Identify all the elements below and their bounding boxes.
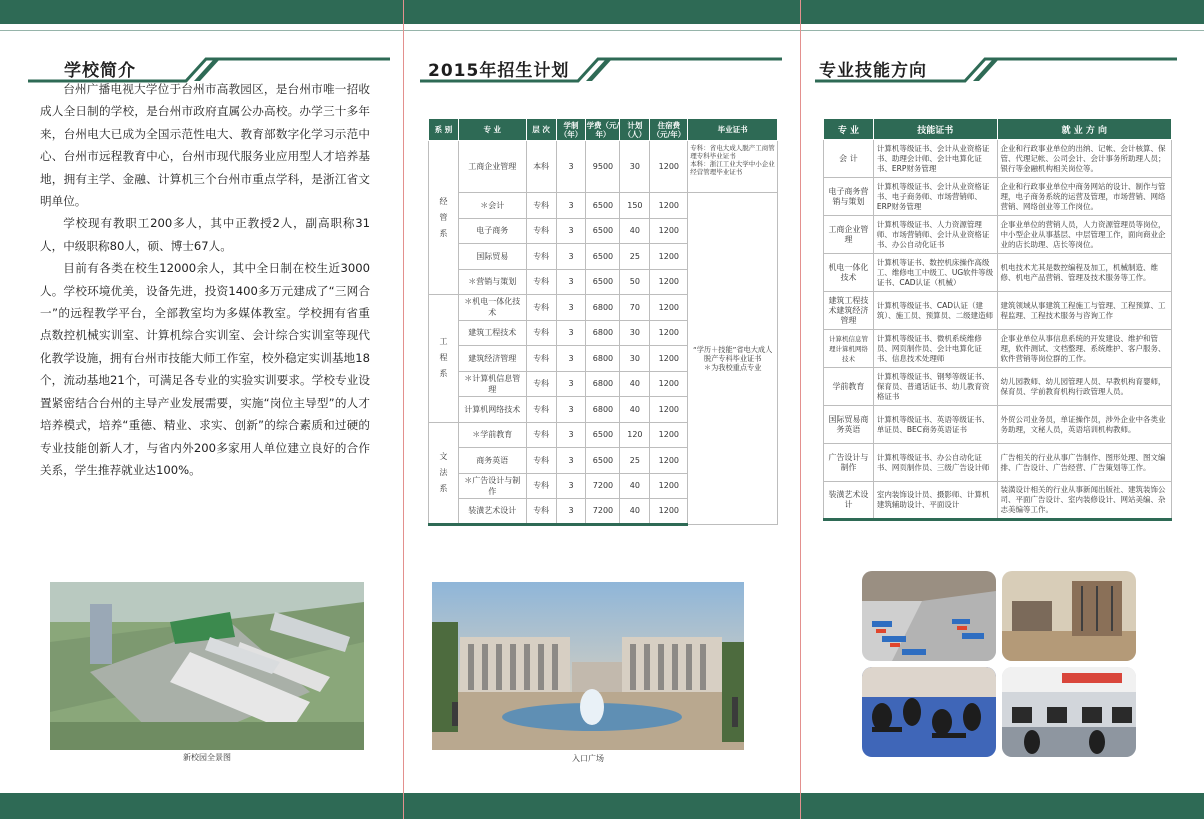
bottom-color-bar <box>0 793 1204 819</box>
quota-cell: 50 <box>620 269 650 295</box>
level-cell: 专科 <box>526 320 556 346</box>
table-row <box>824 178 1172 216</box>
dorm-fee-cell: 1200 <box>650 397 688 423</box>
quota-cell: 70 <box>620 295 650 321</box>
career-cell: 机电技术尤其是数控编程及加工，机械制造、维修、机电产品营销、管理及技术服务等工作。 <box>997 254 1171 292</box>
col-header: 层 次 <box>526 119 556 141</box>
quota-cell: 40 <box>620 218 650 244</box>
level-cell: 专科 <box>526 218 556 244</box>
photo-caption-plaza: 入口广场 <box>572 754 604 763</box>
major-cell: 计算机网络技术 <box>458 397 526 423</box>
col-header: 专 业 <box>458 119 526 141</box>
cert-cell: 计算机等级证书、CAD认证（建筑）、施工员、预算员、二级建造师 <box>873 292 997 330</box>
dorm-fee-cell: 1200 <box>650 141 688 193</box>
major-cell: 建筑工程技术 <box>458 320 526 346</box>
table-row <box>429 193 778 219</box>
skills-table <box>823 118 1172 521</box>
years-cell: 3 <box>556 499 586 525</box>
tuition-cell: 6500 <box>586 448 620 474</box>
years-cell: 3 <box>556 218 586 244</box>
table-row <box>824 216 1172 254</box>
fold-line-right <box>800 0 801 819</box>
major-cell: ＊学前教育 <box>458 422 526 448</box>
years-cell: 3 <box>556 141 586 193</box>
career-cell: 企业和行政事业单位中商务网站的设计、制作与管理，电子商务系统的运营及管理，市场营销、网络营销、网络创业等工作岗位。 <box>997 178 1171 216</box>
photo-caption-campus: 新校园全景图 <box>183 753 231 762</box>
cert-cell: 计算机等级证书、英语等级证书、单证员、BEC商务英语证书 <box>873 406 997 444</box>
tuition-cell: 6500 <box>586 244 620 270</box>
quota-cell: 40 <box>620 371 650 397</box>
tuition-cell: 7200 <box>586 473 620 499</box>
table-row <box>824 292 1172 330</box>
dorm-fee-cell: 1200 <box>650 346 688 372</box>
years-cell: 3 <box>556 422 586 448</box>
years-cell: 3 <box>556 448 586 474</box>
dept-label: 文法系 <box>439 451 448 493</box>
quota-cell: 40 <box>620 499 650 525</box>
quota-cell: 30 <box>620 141 650 193</box>
dept-cell <box>429 295 459 423</box>
dorm-fee-cell: 1200 <box>650 448 688 474</box>
level-cell: 专科 <box>526 244 556 270</box>
career-cell: 企事业单位从事信息系统的开发建设、维护和管理，软件测试、文档整理、系统维护、客户服务、软件营销等岗位群的工作。 <box>997 330 1171 368</box>
major-cell: 建筑经济管理 <box>458 346 526 372</box>
career-cell: 装潢设计相关的行业从事新闻出版社、建筑装饰公司、平面广告设计、室内装修设计、网站美编、杂志美编等工作。 <box>997 482 1171 520</box>
level-cell: 专科 <box>526 295 556 321</box>
level-cell: 专科 <box>526 448 556 474</box>
major-cell: 学前教育 <box>824 368 874 406</box>
cert-cell: 计算机等级证书、微机系统维修员、网页制作员、会计电算化证书、信息技术处理师 <box>873 330 997 368</box>
dorm-fee-cell: 1200 <box>650 371 688 397</box>
col-header: 毕业证书 <box>688 119 778 141</box>
col-header: 住宿费（元/年） <box>650 119 688 141</box>
dorm-fee-cell: 1200 <box>650 295 688 321</box>
cafeteria-photo <box>862 571 996 661</box>
dorm-fee-cell: 1200 <box>650 269 688 295</box>
top-thin-rule <box>0 30 1204 31</box>
computer-lab-photo <box>1002 667 1136 757</box>
tuition-cell: 6500 <box>586 218 620 244</box>
tuition-cell: 6500 <box>586 193 620 219</box>
campus-aerial-photo <box>50 582 364 750</box>
cert-cell: 计算机等证书、数控机床操作高级工、维修电工中级工、UG软件等级证书、CAD认证（机械） <box>873 254 997 292</box>
cert-cell: 室内装饰设计员、摄影师、计算机建筑辅助设计、平面设计 <box>873 482 997 520</box>
years-cell: 3 <box>556 269 586 295</box>
major-cell: 机电一体化技术 <box>824 254 874 292</box>
dorm-fee-cell: 1200 <box>650 218 688 244</box>
table-row <box>824 444 1172 482</box>
table-header-row <box>824 119 1172 140</box>
school-intro-text <box>40 78 370 481</box>
cert-cell: 计算机等级证书、会计从业资格证书、电子商务师、市场营销师、ERP财务管理 <box>873 178 997 216</box>
intro-paragraph: 台州广播电视大学位于台州市高教园区，是台州市唯一招收成人全日制的学校，是台州市政府直属公办高校。办学三十多年来，台州电大已成为全国示范性电大、教育部数字化学习示范中心、台州市远程教育中心，台州市现代服务业应用型人才培养基地，拥有主学、金融、计算机三个台州市重点学科，是浙江省文明单位。 <box>40 82 370 209</box>
fold-line-left <box>403 0 404 819</box>
table-row <box>824 406 1172 444</box>
level-cell: 专科 <box>526 346 556 372</box>
years-cell: 3 <box>556 346 586 372</box>
enrollment-plan-heading <box>420 55 782 85</box>
major-cell: 广告设计与制作 <box>824 444 874 482</box>
quota-cell: 40 <box>620 397 650 423</box>
major-cell: 国际贸易 <box>458 244 526 270</box>
cert-cell: 计算机等级证书、办公自动化证书、网页制作员、三级广告设计师 <box>873 444 997 482</box>
col-header: 学费（元/年） <box>586 120 620 139</box>
years-cell: 3 <box>556 473 586 499</box>
table-row <box>824 330 1172 368</box>
major-cell: 装潢艺术设计 <box>458 499 526 525</box>
dorm-fee-cell: 1200 <box>650 244 688 270</box>
dept-cell <box>429 141 459 295</box>
dorm-fee-cell: 1200 <box>650 422 688 448</box>
col-header: 就 业 方 向 <box>997 119 1171 140</box>
quota-cell: 30 <box>620 346 650 372</box>
major-cell: 会 计 <box>824 140 874 178</box>
level-cell: 专科 <box>526 473 556 499</box>
tuition-cell: 6800 <box>586 295 620 321</box>
major-cell: 工商企业管理 <box>458 141 526 193</box>
dance-class-photo <box>862 667 996 757</box>
years-cell: 3 <box>556 371 586 397</box>
level-cell: 专科 <box>526 193 556 219</box>
dorm-fee-cell: 1200 <box>650 193 688 219</box>
tuition-cell: 9500 <box>586 141 620 193</box>
dorm-fee-cell: 1200 <box>650 473 688 499</box>
dorm-fee-cell: 1200 <box>650 499 688 525</box>
col-header: 专 业 <box>824 119 874 140</box>
cert-cell: 计算机等级证书、钢琴等级证书、保育员、普通话证书、幼儿教育资格证书 <box>873 368 997 406</box>
entrance-plaza-photo <box>432 582 744 750</box>
table-row <box>824 482 1172 520</box>
major-cell: 商务英语 <box>458 448 526 474</box>
table-row <box>824 368 1172 406</box>
workshop-photo <box>1002 571 1136 661</box>
level-cell: 专科 <box>526 499 556 525</box>
level-cell: 专科 <box>526 422 556 448</box>
intro-paragraph: 目前有各类在校生12000余人，其中全日制在校生近3000人。学校环境优美，设备先进，投资1400多万元建成了“三网合一”的远程教学平台，全部教室均为多媒体教室。学校拥有省重点数控机械实训室、计算机综合实训室、会计综合实训室等现代化教学设施，拥有台州市技能大师工作室，校外稳定实训基地18个，流动基地21个，可满足各专业的实验实训要求。学校专业设置紧密结合台州的主导产业发展需要，实施“岗位主导型”的人才培养模式，培养“重德、精业、求实、创新”的综合素质和过硬的专业技能创新人才，与省内外200多家用人单位建立良好的合作关系，学生推荐就业达100%。 <box>40 261 370 477</box>
cert-cell: 计算机等级证书、会计从业资格证书、助理会计师、会计电算化证书、ERP财务管理 <box>873 140 997 178</box>
career-cell: 外贸公司业务员，单证操作员，涉外企业中各类业务助理，文秘人员，英语培训机构教师。 <box>997 406 1171 444</box>
career-cell: 广告相关的行业从事广告制作、图形处理、图文编排、广告设计、广告经营、广告策划等工作。 <box>997 444 1171 482</box>
level-cell: 专科 <box>526 371 556 397</box>
col-header: 系 别 <box>429 119 459 141</box>
quota-cell: 40 <box>620 473 650 499</box>
years-cell: 3 <box>556 193 586 219</box>
major-cell: 国际贸易商务英语 <box>824 406 874 444</box>
tuition-cell: 6500 <box>586 422 620 448</box>
career-cell: 幼儿园教师、幼儿园管理人员、早教机构育婴师，保育员、学前教育机构行政管理人员。 <box>997 368 1171 406</box>
col-header: 技能证书 <box>873 119 997 140</box>
years-cell: 3 <box>556 397 586 423</box>
major-cell: ＊会计 <box>458 193 526 219</box>
major-cell: 建筑工程技术建筑经济管理 <box>824 292 874 330</box>
level-cell: 本科 <box>526 141 556 193</box>
cert-cell: 计算机等级证书、人力资源管理师、市场营销师、会计从业资格证书、办公自动化证书 <box>873 216 997 254</box>
years-cell: 3 <box>556 244 586 270</box>
career-cell: 建筑领域从事建筑工程施工与管理、工程预算、工程监理、工程技术服务与咨询工作 <box>997 292 1171 330</box>
career-cell: 企事业单位的营销人员，人力资源管理员等岗位，中小型企业从事基层、中层管理工作，面向商业企业的店长助理、店长等岗位。 <box>997 216 1171 254</box>
dept-label: 经管系 <box>439 196 448 238</box>
cert-cell: “学历＋技能”省电大成人脱产专科毕业证书 ＊为我校重点专业 <box>688 193 778 525</box>
tuition-cell: 7200 <box>586 499 620 525</box>
enrollment-title: 2015年招生计划 <box>428 61 570 81</box>
table-header-row <box>429 119 778 141</box>
quota-cell: 25 <box>620 244 650 270</box>
dorm-fee-cell: 1200 <box>650 320 688 346</box>
skills-heading <box>815 55 1177 85</box>
major-cell: 电子商务 <box>458 218 526 244</box>
career-cell: 企业和行政事业单位的出纳、记帐、会计核算、保管、代理记帐、公司会计、会计事务所助理人员；银行等金融机构相关岗位等。 <box>997 140 1171 178</box>
tuition-cell: 6800 <box>586 346 620 372</box>
quota-cell: 150 <box>620 193 650 219</box>
major-cell: ＊机电一体化技术 <box>458 295 526 321</box>
quota-cell: 30 <box>620 320 650 346</box>
major-cell: 计算机信息管理计算机网络技术 <box>824 330 874 368</box>
tuition-cell: 6500 <box>586 269 620 295</box>
intro-paragraph: 学校现有教职工200多人，其中正教授2人，副高职称31人，中级职称80人，硕、博士67人。 <box>40 216 370 253</box>
major-cell: ＊广告设计与制作 <box>458 473 526 499</box>
major-cell: ＊营销与策划 <box>458 269 526 295</box>
top-color-bar <box>0 0 1204 24</box>
col-header: 计划（人） <box>620 119 650 141</box>
years-cell: 3 <box>556 320 586 346</box>
quota-cell: 25 <box>620 448 650 474</box>
table-row <box>429 141 778 193</box>
major-cell: 装潢艺术设计 <box>824 482 874 520</box>
tuition-cell: 6800 <box>586 320 620 346</box>
tuition-cell: 6800 <box>586 371 620 397</box>
col-header: 学制（年） <box>556 119 586 141</box>
dept-label: 工程系 <box>439 337 448 379</box>
major-cell: 工商企业管理 <box>824 216 874 254</box>
page-title: 学校简介 <box>64 61 136 81</box>
level-cell: 专科 <box>526 397 556 423</box>
table-row <box>824 254 1172 292</box>
skills-title: 专业技能方向 <box>819 61 927 81</box>
table-row <box>824 140 1172 178</box>
tuition-cell: 6800 <box>586 397 620 423</box>
level-cell: 专科 <box>526 269 556 295</box>
years-cell: 3 <box>556 295 586 321</box>
major-cell: 电子商务营销与策划 <box>824 178 874 216</box>
cert-cell: 专科：省电大成人脱产工商管理专科毕业证书 本科：浙江工业大学中小企业经营管理毕业证书 <box>688 141 778 193</box>
enrollment-table <box>428 118 778 526</box>
dept-cell <box>429 422 459 524</box>
major-cell: ＊计算机信息管理 <box>458 371 526 397</box>
quota-cell: 120 <box>620 422 650 448</box>
